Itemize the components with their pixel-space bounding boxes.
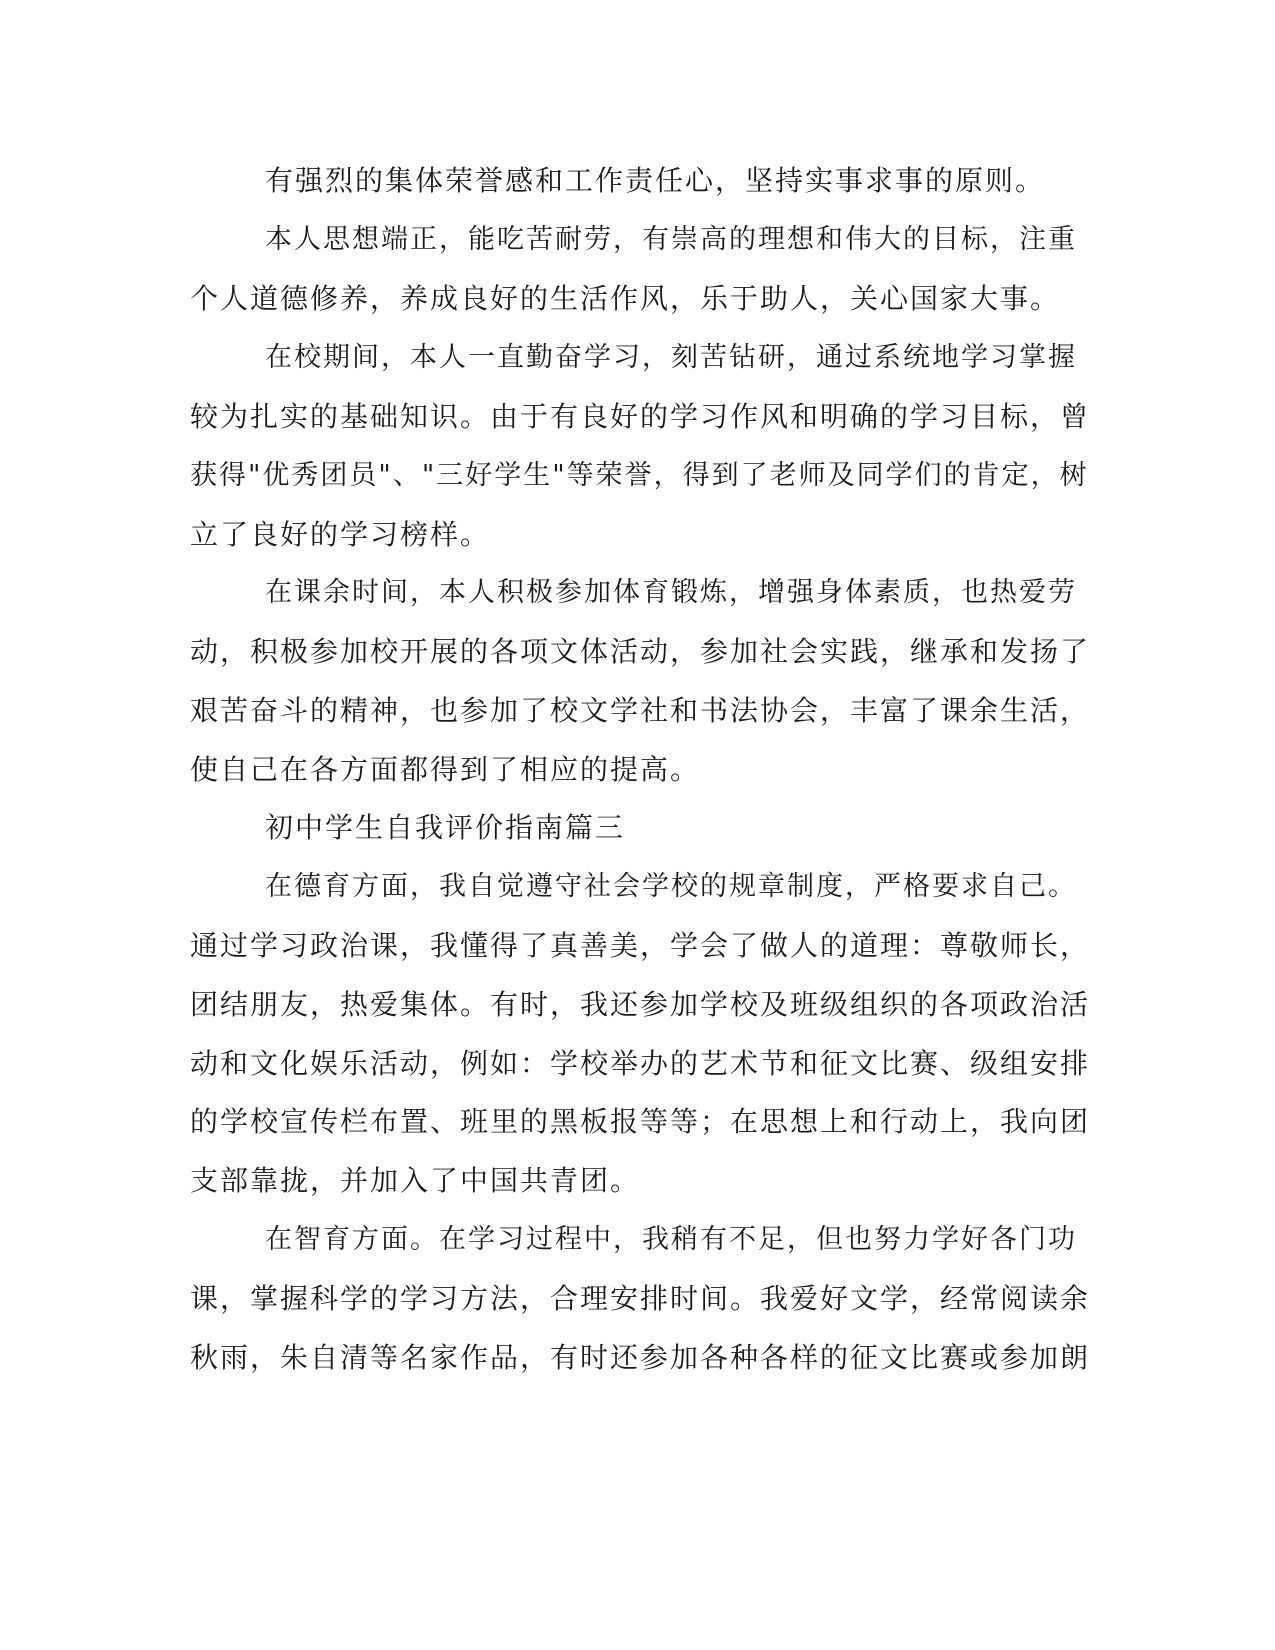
text-line: 较为扎实的基础知识。由于有良好的学习作风和明确的学习目标，曾 [190,400,1091,433]
text-line: 本人思想端正，能吃苦耐劳，有崇高的理想和伟大的目标，注重 [265,224,1077,255]
text-line: 秋雨，朱自清等名家作品，有时还参加各种各样的征文比赛或参加朗 [190,1341,1091,1374]
text-line: 立了良好的学习榜样。 [190,518,491,551]
text-line: 课，掌握科学的学习方法，合理安排时间。我爱好文学，经常阅读余 [190,1282,1091,1315]
text-line: 的学校宣传栏布置、班里的黑板报等等；在思想上和行动上，我向团 [190,1105,1091,1138]
text-line: 在课余时间，本人积极参加体育锻炼，增强身体素质，也热爱劳 [265,577,1077,608]
text-line: 动，积极参加校开展的各项文体活动，参加社会实践，继承和发扬了 [190,635,1091,668]
text-line: 艰苦奋斗的精神，也参加了校文学社和书法协会，丰富了课余生活， [190,694,1091,727]
text-line: 在智育方面。在学习过程中，我稍有不足，但也努力学好各门功 [265,1224,1077,1255]
text-line: 通过学习政治课，我懂得了真善美，学会了做人的道理：尊敬师长， [190,929,1091,962]
text-line: 个人道德修养，养成良好的生活作风，乐于助人，关心国家大事。 [190,282,1061,315]
text-line: 支部靠拢，并加入了中国共青团。 [190,1164,641,1197]
section-heading: 初中学生自我评价指南篇三 [265,811,626,844]
text-line: 获得"优秀团员"、"三好学生"等荣誉，得到了老师及同学们的肯定，树 [190,460,1089,491]
text-line: 使自己在各方面都得到了相应的提高。 [190,753,701,786]
text-line: 在德育方面，我自觉遵守社会学校的规章制度，严格要求自己。 [265,871,1077,902]
text-line: 在校期间，本人一直勤奋学习，刻苦钻研，通过系统地学习掌握 [265,342,1077,373]
text-line: 团结朋友，热爱集体。有时，我还参加学校及班级组织的各项政治活 [190,988,1091,1021]
text-line: 有强烈的集体荣誉感和工作责任心，坚持实事求事的原则。 [265,164,1046,197]
text-line: 动和文化娱乐活动，例如：学校举办的艺术节和征文比赛、级组安排 [190,1047,1091,1080]
